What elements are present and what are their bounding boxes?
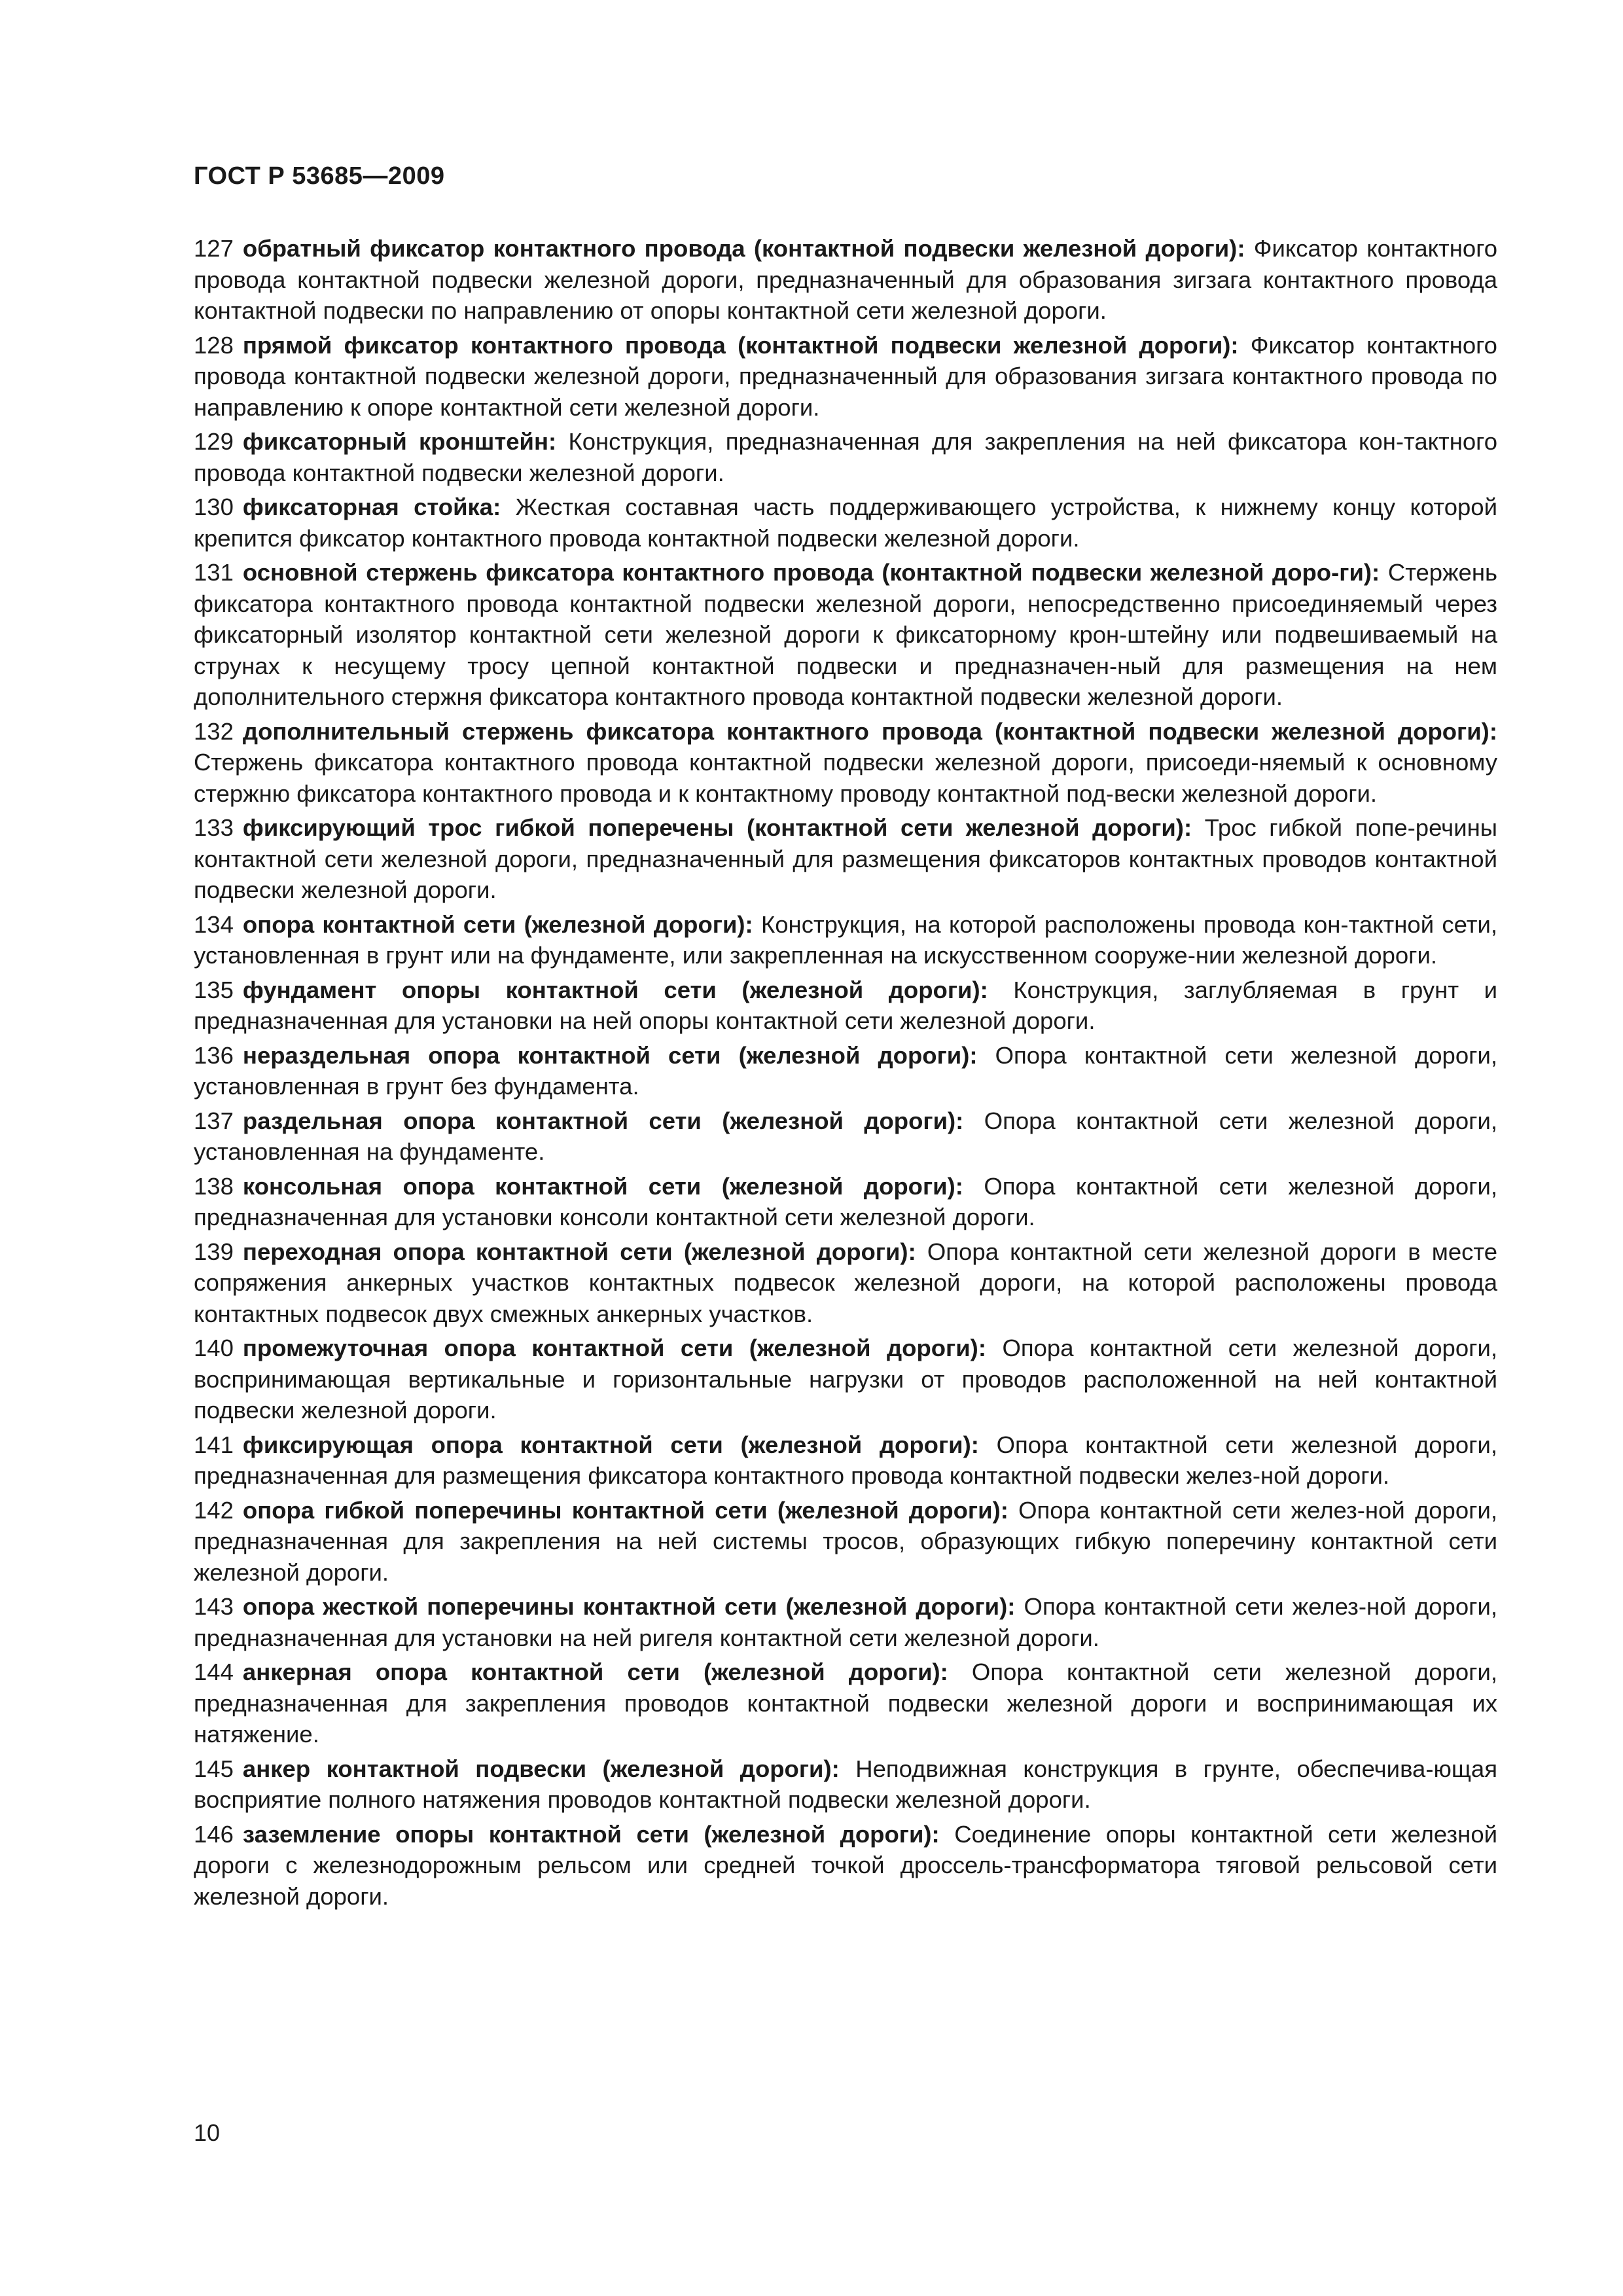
entry-number: 129 bbox=[194, 428, 234, 455]
entry-definition: Опора контактной сети железной дороги, предназначенная для закрепления проводов контактной подвески железной дороги и воспринимающая их натяжение. bbox=[194, 1659, 1497, 1748]
entry-number: 135 bbox=[194, 976, 234, 1003]
term-entry bbox=[194, 426, 1497, 488]
entry-definition: Стержень фиксатора контактного провода контактной подвески железной дороги, непосредственно присоединяемый через фиксаторный изолятор контактной сети железной дороги к фиксаторному крон-штейну или подвешиваемый на струнах к несущему тросу цепной контактной подвески и предназначен-ный для размещения на нем дополнительного стержня фиксатора контактного провода контактной подвески железной дороги. bbox=[194, 559, 1497, 710]
entry-term: опора жесткой поперечины контактной сети (железной дороги): bbox=[242, 1593, 1016, 1620]
term-entry bbox=[194, 1753, 1497, 1816]
term-entry bbox=[194, 233, 1497, 327]
entry-term: фиксаторная стойка: bbox=[242, 493, 501, 520]
entry-term: опора гибкой поперечины контактной сети (железной дороги): bbox=[242, 1496, 1008, 1524]
term-entry bbox=[194, 909, 1497, 971]
entry-number: 137 bbox=[194, 1107, 234, 1134]
page-number: 10 bbox=[194, 2119, 221, 2146]
entry-number: 145 bbox=[194, 1755, 234, 1782]
entry-definition: Опора контактной сети железной дороги в месте сопряжения анкерных участков контактных подвесок железной дороги, на которой расположены провода контактных подвесок двух смежных анкерных участков. bbox=[194, 1238, 1497, 1327]
term-entry bbox=[194, 975, 1497, 1037]
term-entry bbox=[194, 1236, 1497, 1330]
entry-term: опора контактной сети (железной дороги): bbox=[242, 910, 753, 938]
entry-definition: Фиксатор контактного провода контактной подвески железной дороги, предназначенный для образования зигзага контактного провода контактной подвески по направлению от опоры контактной сети железной дороги. bbox=[194, 235, 1498, 324]
entry-number: 134 bbox=[194, 910, 234, 938]
term-entry bbox=[194, 557, 1497, 713]
entry-term: фиксирующая опора контактной сети (железной дороги): bbox=[242, 1431, 979, 1458]
entry-definition: Фиксатор контактного провода контактной подвески железной дороги, предназначенный для образования зигзага контактного провода по направлению к опоре контактной сети железной дороги. bbox=[194, 331, 1497, 421]
entry-term: консольная опора контактной сети (железной дороги): bbox=[242, 1172, 963, 1200]
term-entry bbox=[194, 812, 1497, 906]
entry-number: 133 bbox=[194, 814, 234, 841]
entry-definition: Трос гибкой попе-речины контактной сети железной дороги, предназначенный для размещения фиксаторов контактных проводов контактной подвески железной дороги. bbox=[194, 814, 1497, 903]
document-header: ГОСТ Р 53685—2009 bbox=[194, 162, 445, 190]
entry-definition: Опора контактной сети железной дороги, воспринимающая вертикальные и горизонтальные нагрузки от проводов расположенной на ней контактной подвески железной дороги. bbox=[194, 1335, 1497, 1424]
entry-term: нераздельная опора контактной сети (железной дороги): bbox=[242, 1041, 978, 1069]
entry-number: 128 bbox=[194, 331, 234, 359]
entry-definition: Опора контактной сети желез-ной дороги, предназначенная для установки на ней ригеля контактной сети железной дороги. bbox=[194, 1593, 1497, 1651]
entry-definition: Опора контактной сети железной дороги, установленная на фундаменте. bbox=[194, 1107, 1497, 1165]
entry-definition: Конструкция, предназначенная для закрепления на ней фиксатора кон-тактного провода контактной подвески железной дороги. bbox=[194, 428, 1497, 486]
term-entry bbox=[194, 1495, 1497, 1588]
entry-number: 127 bbox=[194, 235, 234, 262]
term-entry bbox=[194, 1333, 1497, 1426]
entry-definition: Жесткая составная часть поддерживающего устройства, к нижнему концу которой крепится фиксатор контактного провода контактной подвески железной дороги. bbox=[194, 493, 1497, 552]
entry-term: прямой фиксатор контактного провода (контактной подвески железной дороги): bbox=[242, 331, 1239, 359]
entry-term: основной стержень фиксатора контактного провода (контактной подвески железной доро-ги): bbox=[242, 559, 1380, 586]
entry-number: 140 bbox=[194, 1335, 234, 1361]
entry-term: анкер контактной подвески (железной дороги): bbox=[242, 1755, 840, 1782]
entry-term: заземление опоры контактной сети (железной дороги): bbox=[242, 1820, 940, 1848]
entry-number: 130 bbox=[194, 493, 234, 520]
term-entry bbox=[194, 1171, 1497, 1233]
term-entry bbox=[194, 716, 1497, 810]
entry-term: анкерная опора контактной сети (железной дороги): bbox=[242, 1659, 948, 1685]
term-entry bbox=[194, 1591, 1497, 1653]
entry-number: 146 bbox=[194, 1820, 234, 1848]
entry-definition: Неподвижная конструкция в грунте, обеспечива-ющая восприятие полного натяжения проводов контактной подвески железной дороги. bbox=[194, 1755, 1497, 1813]
entry-definition: Опора контактной сети желез-ной дороги, предназначенная для закрепления на ней системы тросов, образующих гибкую поперечину контактной сети железной дороги. bbox=[194, 1496, 1497, 1586]
term-entry bbox=[194, 1040, 1497, 1102]
entry-number: 143 bbox=[194, 1593, 234, 1620]
entry-term: обратный фиксатор контактного провода (контактной подвески железной дороги): bbox=[242, 235, 1245, 262]
entry-number: 139 bbox=[194, 1238, 234, 1265]
entry-term: раздельная опора контактной сети (железной дороги): bbox=[242, 1107, 964, 1134]
term-entry bbox=[194, 1105, 1497, 1168]
terms-list bbox=[194, 233, 1497, 1915]
term-entry bbox=[194, 1819, 1497, 1912]
term-entry bbox=[194, 330, 1497, 423]
entry-number: 144 bbox=[194, 1659, 234, 1685]
term-entry bbox=[194, 492, 1497, 554]
entry-term: фундамент опоры контактной сети (железной дороги): bbox=[242, 976, 988, 1003]
entry-definition: Опора контактной сети железной дороги, предназначенная для размещения фиксатора контактного провода контактной подвески желез-ной дороги. bbox=[194, 1431, 1497, 1489]
entry-definition: Соединение опоры контактной сети железной дороги с железнодорожным рельсом или средней точкой дроссель-трансформатора тяговой рельсовой сети железной дороги. bbox=[194, 1820, 1498, 1910]
entry-number: 132 bbox=[194, 717, 234, 745]
term-entry bbox=[194, 1657, 1497, 1750]
entry-definition: Опора контактной сети железной дороги, предназначенная для установки консоли контактной сети железной дороги. bbox=[194, 1172, 1497, 1230]
entry-definition: Стержень фиксатора контактного провода контактной подвески железной дороги, присоеди-няемый к основному стержню фиксатора контактного провода и к контактному проводу контактной под-вески железной дороги. bbox=[194, 749, 1497, 807]
entry-definition: Конструкция, заглубляемая в грунт и предназначенная для установки на ней опоры контактной сети железной дороги. bbox=[194, 976, 1497, 1034]
entry-number: 131 bbox=[194, 559, 234, 586]
entry-definition: Опора контактной сети железной дороги, установленная в грунт без фундамента. bbox=[194, 1041, 1497, 1100]
entry-term: фиксирующий трос гибкой поперечены (контактной сети железной дороги): bbox=[242, 814, 1192, 841]
entry-number: 142 bbox=[194, 1496, 234, 1524]
entry-number: 138 bbox=[194, 1172, 234, 1200]
entry-term: переходная опора контактной сети (железной дороги): bbox=[242, 1238, 916, 1265]
entry-number: 136 bbox=[194, 1041, 234, 1069]
entry-number: 141 bbox=[194, 1431, 234, 1458]
term-entry bbox=[194, 1429, 1497, 1492]
entry-term: дополнительный стержень фиксатора контактного провода (контактной подвески железной дороги): bbox=[242, 717, 1497, 745]
entry-term: промежуточная опора контактной сети (железной дороги): bbox=[242, 1335, 986, 1361]
entry-term: фиксаторный кронштейн: bbox=[242, 428, 557, 455]
entry-definition: Конструкция, на которой расположены провода кон-тактной сети, установленная в грунт или на фундаменте, или закрепленная на искусственном сооруже-нии железной дороги. bbox=[194, 910, 1497, 969]
